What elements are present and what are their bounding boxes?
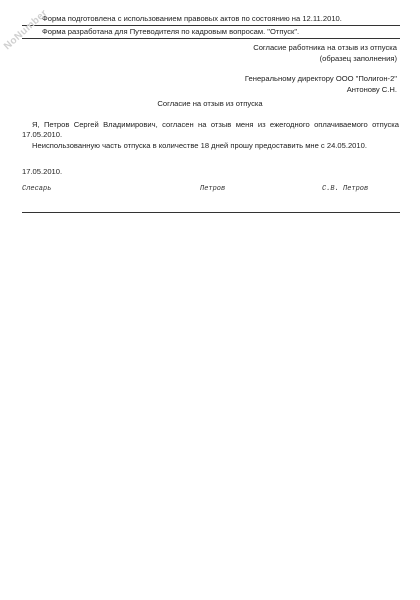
document-date: 17.05.2010. — [22, 167, 63, 176]
header-line-legal-date: Форма подготовлена с использованием правовых актов по состоянию на 12.11.2010. — [22, 13, 400, 26]
form-caption-title: Согласие работника на отзыв из отпуска — [253, 43, 397, 52]
signature-sign: Петров — [200, 185, 226, 193]
body-paragraph-remaining-leave: Неиспользованную часть отпуска в количестве 18 дней прошу предоставить мне с 24.05.2010. — [32, 141, 367, 150]
header-line-guide: Форма разработана для Путеводителя по кадровым вопросам. "Отпуск". — [22, 26, 400, 39]
form-header — [22, 13, 400, 39]
body-paragraph-recall-consent: Я, Петров Сергей Владимирович, согласен на отзыв меня из ежегодного оплачиваемого отпуска 17.05.2010. — [22, 120, 399, 139]
addressee-name: Антонову С.Н. — [346, 84, 397, 94]
addressee-position: Генеральному директору ООО "Полигон-2" — [244, 74, 397, 83]
form-caption — [253, 43, 397, 64]
addressee-block — [245, 74, 397, 95]
watermark: NoNumber — [2, 7, 50, 53]
document-title: Согласие на отзыв из отпуска — [157, 99, 263, 108]
form-caption-note: (образец заполнения) — [319, 53, 397, 63]
bottom-divider — [22, 212, 400, 213]
signature-position: Слесарь — [22, 185, 52, 193]
signature-full-name: С.В. Петров — [322, 185, 369, 193]
